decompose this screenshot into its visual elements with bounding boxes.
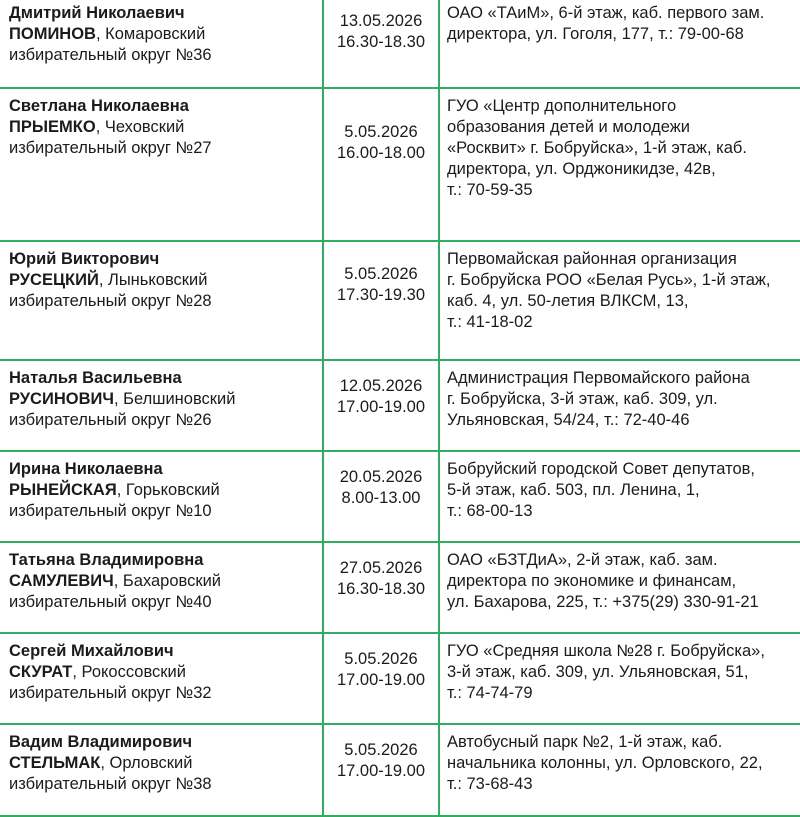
- reception-date: 27.05.2026: [339, 559, 423, 577]
- location-cell: [439, 360, 800, 451]
- location-line: ГУО «Центр дополнительного: [447, 97, 677, 115]
- district-name: , Комаровский: [95, 25, 206, 43]
- deputy-name: Сергей Михайлович: [9, 642, 174, 660]
- reception-date: 13.05.2026: [339, 12, 423, 30]
- location-line: т.: 70-59-35: [447, 181, 533, 199]
- reception-time: 17.00-19.00: [336, 398, 426, 416]
- location-cell: [439, 633, 800, 724]
- district-name: , Бахаровский: [113, 572, 222, 590]
- deputy-cell: [0, 542, 323, 633]
- location-line: директора, ул. Гоголя, 177, т.: 79-00-68: [447, 25, 744, 43]
- deputy-name: Юрий Викторович: [9, 250, 160, 268]
- deputy-cell: [0, 0, 323, 88]
- location-line: т.: 68-00-13: [447, 502, 533, 520]
- reception-date: 5.05.2026: [344, 265, 418, 283]
- location-line: г. Бобруйска РОО «Белая Русь», 1-й этаж,: [447, 271, 771, 289]
- reception-time: 16.30-18.30: [336, 33, 426, 51]
- district-number: избирательный округ №28: [9, 292, 212, 310]
- district-number: избирательный округ №38: [9, 775, 212, 793]
- district-number: избирательный округ №27: [9, 139, 212, 157]
- datetime-cell: [323, 724, 439, 816]
- table-row: [0, 241, 800, 360]
- district-name: , Рокоссовский: [72, 663, 186, 681]
- deputy-surname: СТЕЛЬМАК: [9, 754, 101, 772]
- location-line: ОАО «ТАиМ», 6-й этаж, каб. первого зам.: [447, 4, 765, 22]
- datetime-cell: [323, 542, 439, 633]
- location-line: Ульяновская, 54/24, т.: 72-40-46: [447, 411, 690, 429]
- location-cell: [439, 0, 800, 88]
- deputy-surname: ПОМИНОВ: [9, 25, 96, 43]
- table-row: [0, 633, 800, 724]
- deputy-surname: РУСИНОВИЧ: [9, 390, 114, 408]
- table-row: [0, 0, 800, 88]
- deputy-name: Татьяна Владимировна: [9, 551, 204, 569]
- location-line: Автобусный парк №2, 1-й этаж, каб.: [447, 733, 723, 751]
- location-cell: [439, 88, 800, 241]
- location-line: директора, ул. Орджоникидзе, 42в,: [447, 160, 716, 178]
- reception-time: 17.30-19.30: [336, 286, 426, 304]
- table-row: [0, 451, 800, 542]
- reception-date: 5.05.2026: [344, 650, 418, 668]
- table-row: [0, 88, 800, 241]
- district-name: , Горьковский: [116, 481, 220, 499]
- location-line: Бобруйский городской Совет депутатов,: [447, 460, 755, 478]
- datetime-cell: [323, 88, 439, 241]
- datetime-cell: [323, 0, 439, 88]
- district-name: , Белшиновский: [113, 390, 236, 408]
- location-line: Администрация Первомайского района: [447, 369, 750, 387]
- reception-date: 12.05.2026: [339, 377, 423, 395]
- deputy-surname: САМУЛЕВИЧ: [9, 572, 114, 590]
- reception-date: 20.05.2026: [339, 468, 423, 486]
- location-line: «Росквит» г. Бобруйска», 1-й этаж, каб.: [447, 139, 747, 157]
- table-row: [0, 724, 800, 816]
- location-line: образования детей и молодежи: [447, 118, 691, 136]
- location-cell: [439, 724, 800, 816]
- deputy-surname: РЫНЕЙСКАЯ: [9, 481, 117, 499]
- deputy-name: Вадим Владимирович: [9, 733, 193, 751]
- deputy-name: Наталья Васильевна: [9, 369, 182, 387]
- deputy-name: Дмитрий Николаевич: [9, 4, 185, 22]
- district-name: , Орловский: [100, 754, 193, 772]
- location-line: т.: 74-74-79: [447, 684, 533, 702]
- location-cell: [439, 542, 800, 633]
- location-line: ул. Бахарова, 225, т.: +375(29) 330-91-21: [447, 593, 759, 611]
- reception-time: 16.00-18.00: [336, 144, 426, 162]
- district-name: , Чеховский: [95, 118, 185, 136]
- district-number: избирательный округ №32: [9, 684, 212, 702]
- district-number: избирательный округ №10: [9, 502, 212, 520]
- location-line: т.: 41-18-02: [447, 313, 533, 331]
- location-cell: [439, 241, 800, 360]
- datetime-cell: [323, 451, 439, 542]
- datetime-cell: [323, 633, 439, 724]
- reception-time: 17.00-19.00: [336, 762, 426, 780]
- deputy-cell: [0, 88, 323, 241]
- location-cell: [439, 451, 800, 542]
- district-name: , Лыньковский: [98, 271, 208, 289]
- deputy-cell: [0, 241, 323, 360]
- location-line: 3-й этаж, каб. 309, ул. Ульяновская, 51,: [447, 663, 749, 681]
- location-line: г. Бобруйска, 3-й этаж, каб. 309, ул.: [447, 390, 718, 408]
- table-row: [0, 542, 800, 633]
- district-number: избирательный округ №40: [9, 593, 212, 611]
- deputy-cell: [0, 633, 323, 724]
- location-line: т.: 73-68-43: [447, 775, 533, 793]
- reception-time: 16.30-18.30: [336, 580, 426, 598]
- location-line: ГУО «Средняя школа №28 г. Бобруйска»,: [447, 642, 765, 660]
- location-line: ОАО «БЗТДиА», 2-й этаж, каб. зам.: [447, 551, 718, 569]
- deputy-cell: [0, 451, 323, 542]
- table-row: [0, 360, 800, 451]
- reception-time: 8.00-13.00: [341, 489, 421, 507]
- location-line: 5-й этаж, каб. 503, пл. Ленина, 1,: [447, 481, 700, 499]
- deputy-surname: СКУРАТ: [9, 663, 73, 681]
- deputy-name: Светлана Николаевна: [9, 97, 189, 115]
- datetime-cell: [323, 241, 439, 360]
- district-number: избирательный округ №26: [9, 411, 212, 429]
- location-line: Первомайская районная организация: [447, 250, 737, 268]
- deputy-cell: [0, 724, 323, 816]
- deputy-surname: ПРЫЕМКО: [9, 118, 96, 136]
- deputy-cell: [0, 360, 323, 451]
- datetime-cell: [323, 360, 439, 451]
- reception-date: 5.05.2026: [344, 123, 418, 141]
- location-line: директора по экономике и финансам,: [447, 572, 737, 590]
- district-number: избирательный округ №36: [9, 46, 212, 64]
- deputy-name: Ирина Николаевна: [9, 460, 163, 478]
- reception-time: 17.00-19.00: [336, 671, 426, 689]
- location-line: начальника колонны, ул. Орловского, 22,: [447, 754, 763, 772]
- location-line: каб. 4, ул. 50-летия ВЛКСМ, 13,: [447, 292, 689, 310]
- reception-date: 5.05.2026: [344, 741, 418, 759]
- deputy-surname: РУСЕЦКИЙ: [9, 271, 99, 289]
